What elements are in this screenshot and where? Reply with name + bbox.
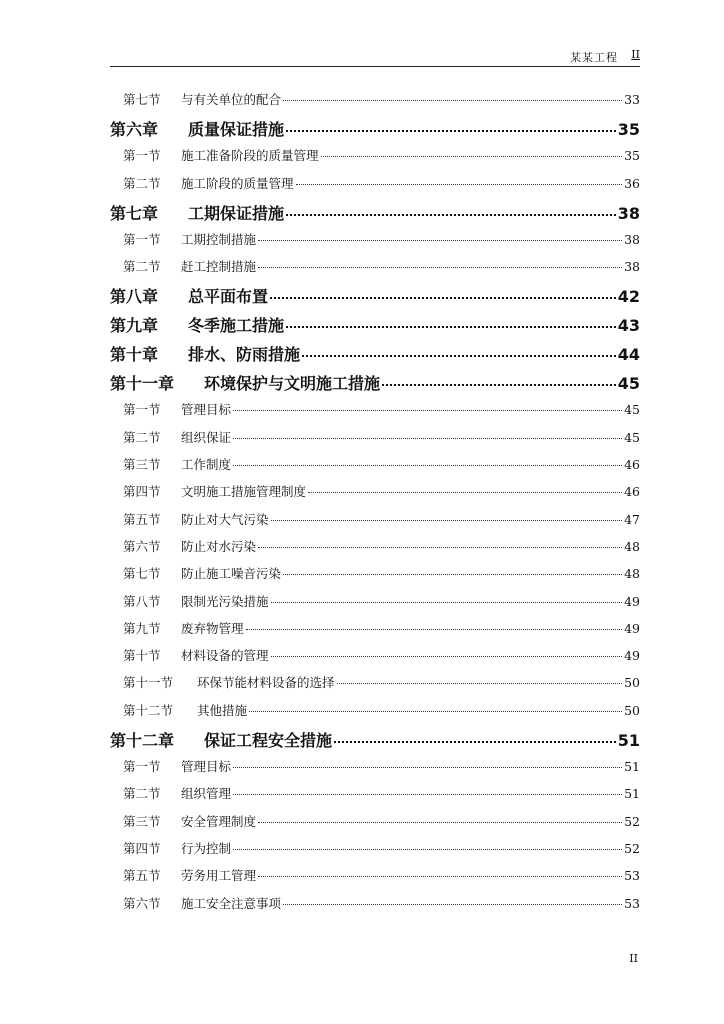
toc-entry-title: 施工准备阶段的质量管理 xyxy=(181,148,319,164)
dot-leader xyxy=(334,741,616,743)
toc-section-entry[interactable] xyxy=(110,866,640,893)
dot-leader xyxy=(258,267,622,268)
toc-entry-page: 35 xyxy=(624,148,640,164)
toc-entry-page: 51 xyxy=(624,759,640,775)
toc-chapter-entry[interactable] xyxy=(110,313,640,342)
toc-entry-page: 50 xyxy=(624,702,640,718)
toc-entry-title: 组织保证 xyxy=(181,429,232,445)
dot-leader xyxy=(233,465,622,466)
toc-entry-number: 第三节 xyxy=(123,813,161,829)
toc-entry-page: 33 xyxy=(624,92,640,107)
toc-entry-page: 48 xyxy=(624,538,640,554)
table-of-contents xyxy=(110,90,640,921)
dot-leader xyxy=(233,767,622,768)
toc-entry-title: 施工阶段的质量管理 xyxy=(181,175,294,191)
dot-leader xyxy=(246,629,623,630)
toc-entry-title: 防止施工噪音污染 xyxy=(181,566,282,582)
toc-entry-title: 劳务用工管理 xyxy=(181,868,257,884)
toc-entry-page: 45 xyxy=(617,374,640,394)
toc-entry-title: 废弃物管理 xyxy=(181,620,244,636)
toc-entry-page: 49 xyxy=(624,620,640,636)
dot-leader xyxy=(321,156,623,157)
toc-entry-title: 冬季施工措施 xyxy=(188,316,285,336)
toc-entry-title: 组织管理 xyxy=(181,786,232,802)
toc-chapter-entry[interactable] xyxy=(110,201,640,230)
toc-entry-title: 质量保证措施 xyxy=(188,120,285,140)
toc-entry-page: 53 xyxy=(624,895,640,911)
toc-entry-number: 第八章 xyxy=(110,287,159,307)
toc-section-entry[interactable] xyxy=(110,90,640,117)
toc-entry-number: 第十章 xyxy=(110,345,159,365)
toc-entry-title: 总平面布置 xyxy=(188,287,269,307)
dot-leader xyxy=(233,849,622,850)
toc-section-entry[interactable] xyxy=(110,428,640,455)
toc-entry-page: 46 xyxy=(624,484,640,500)
toc-section-entry[interactable] xyxy=(110,174,640,201)
toc-entry-number: 第二节 xyxy=(123,429,161,445)
toc-entry-number: 第一节 xyxy=(123,759,161,775)
dot-leader xyxy=(249,711,622,712)
toc-section-entry[interactable] xyxy=(110,482,640,509)
toc-section-entry[interactable] xyxy=(110,592,640,619)
toc-entry-number: 第九章 xyxy=(110,316,159,336)
toc-entry-page: 46 xyxy=(624,457,640,473)
toc-section-entry[interactable] xyxy=(110,455,640,482)
toc-section-entry[interactable] xyxy=(110,257,640,284)
toc-section-entry[interactable] xyxy=(110,146,640,173)
toc-entry-title: 与有关单位的配合 xyxy=(181,92,282,107)
toc-entry-title: 工期保证措施 xyxy=(188,203,285,223)
dot-leader xyxy=(283,904,622,905)
toc-entry-number: 第二节 xyxy=(123,175,161,191)
toc-entry-page: 38 xyxy=(624,259,640,275)
toc-entry-number: 第七节 xyxy=(123,566,161,582)
toc-entry-number: 第十一章 xyxy=(110,374,175,394)
toc-entry-page: 35 xyxy=(617,120,640,140)
toc-section-entry[interactable] xyxy=(110,510,640,537)
dot-leader xyxy=(308,492,622,493)
toc-entry-title: 工作制度 xyxy=(181,457,232,473)
toc-entry-page: 45 xyxy=(624,429,640,445)
toc-entry-page: 48 xyxy=(624,566,640,582)
dot-leader xyxy=(271,656,623,657)
dot-leader xyxy=(258,547,622,548)
toc-entry-title: 材料设备的管理 xyxy=(181,648,269,664)
footer-page-number: II xyxy=(629,952,638,965)
toc-section-entry[interactable] xyxy=(110,564,640,591)
toc-section-entry[interactable] xyxy=(110,812,640,839)
toc-entry-title: 文明施工措施管理制度 xyxy=(181,484,307,500)
toc-entry-title: 行为控制 xyxy=(181,840,232,856)
toc-chapter-entry[interactable] xyxy=(110,371,640,400)
toc-entry-title: 其他措施 xyxy=(197,702,248,718)
toc-entry-page: 42 xyxy=(617,287,640,307)
toc-entry-title: 环境保护与文明施工措施 xyxy=(204,374,381,394)
dot-leader xyxy=(233,410,622,411)
toc-entry-page: 51 xyxy=(617,731,640,751)
toc-entry-number: 第四节 xyxy=(123,484,161,500)
toc-entry-page: 36 xyxy=(624,175,640,191)
dot-leader xyxy=(286,130,616,132)
toc-entry-page: 44 xyxy=(617,345,640,365)
toc-entry-page: 51 xyxy=(624,786,640,802)
toc-entry-title: 防止对大气污染 xyxy=(181,511,269,527)
dot-leader xyxy=(286,214,616,216)
toc-entry-number: 第五节 xyxy=(123,868,161,884)
toc-entry-number: 第九节 xyxy=(123,620,161,636)
dot-leader xyxy=(233,794,622,795)
toc-section-entry[interactable] xyxy=(110,784,640,811)
toc-section-entry[interactable] xyxy=(110,537,640,564)
dot-leader xyxy=(271,520,623,521)
toc-entry-page: 38 xyxy=(617,203,640,223)
dot-leader xyxy=(296,184,623,185)
toc-entry-number: 第一节 xyxy=(123,231,161,247)
toc-chapter-entry[interactable] xyxy=(110,117,640,146)
toc-entry-number: 第十二节 xyxy=(123,702,174,718)
toc-section-entry[interactable] xyxy=(110,673,640,700)
toc-entry-page: 52 xyxy=(624,840,640,856)
dot-leader xyxy=(382,384,616,386)
dot-leader xyxy=(270,297,616,299)
toc-entry-number: 第一节 xyxy=(123,148,161,164)
toc-entry-title: 工期控制措施 xyxy=(181,231,257,247)
toc-entry-number: 第八节 xyxy=(123,593,161,609)
dot-leader xyxy=(286,326,616,328)
toc-entry-number: 第二节 xyxy=(123,259,161,275)
toc-section-entry[interactable] xyxy=(110,701,640,728)
toc-entry-number: 第七节 xyxy=(123,92,161,107)
dot-leader xyxy=(233,438,622,439)
toc-entry-title: 防止对水污染 xyxy=(181,538,257,554)
toc-entry-number: 第六节 xyxy=(123,538,161,554)
toc-section-entry[interactable] xyxy=(110,400,640,427)
dot-leader xyxy=(258,822,622,823)
toc-entry-number: 第七章 xyxy=(110,203,159,223)
toc-entry-number: 第五节 xyxy=(123,511,161,527)
toc-entry-number: 第一节 xyxy=(123,402,161,418)
toc-entry-title: 安全管理制度 xyxy=(181,813,257,829)
toc-section-entry[interactable] xyxy=(110,646,640,673)
toc-entry-page: 53 xyxy=(624,868,640,884)
toc-entry-page: 47 xyxy=(624,511,640,527)
toc-entry-page: 52 xyxy=(624,813,640,829)
dot-leader xyxy=(337,683,623,684)
toc-entry-page: 45 xyxy=(624,402,640,418)
toc-chapter-entry[interactable] xyxy=(110,284,640,313)
toc-entry-title: 排水、防雨措施 xyxy=(188,345,301,365)
dot-leader xyxy=(258,240,622,241)
toc-section-entry[interactable] xyxy=(110,894,640,921)
toc-chapter-entry[interactable] xyxy=(110,728,640,757)
toc-entry-page: 43 xyxy=(617,316,640,336)
toc-entry-number: 第十一节 xyxy=(123,675,174,691)
toc-entry-title: 管理目标 xyxy=(181,402,232,418)
dot-leader xyxy=(302,355,616,357)
page-header xyxy=(110,48,640,67)
toc-entry-title: 保证工程安全措施 xyxy=(204,731,333,751)
toc-section-entry[interactable] xyxy=(110,230,640,257)
toc-entry-title: 管理目标 xyxy=(181,759,232,775)
dot-leader xyxy=(283,574,622,575)
header-title: 某某工程 xyxy=(570,51,618,64)
toc-section-entry[interactable] xyxy=(110,839,640,866)
toc-entry-title: 赶工控制措施 xyxy=(181,259,257,275)
toc-section-entry[interactable] xyxy=(110,757,640,784)
toc-entry-number: 第四节 xyxy=(123,840,161,856)
dot-leader xyxy=(283,100,622,101)
toc-entry-page: 49 xyxy=(624,593,640,609)
toc-entry-number: 第十二章 xyxy=(110,731,175,751)
toc-entry-number: 第六章 xyxy=(110,120,159,140)
toc-entry-page: 38 xyxy=(624,231,640,247)
dot-leader xyxy=(271,602,623,603)
toc-entry-page: 49 xyxy=(624,648,640,664)
toc-chapter-entry[interactable] xyxy=(110,342,640,371)
toc-entry-page: 50 xyxy=(624,675,640,691)
toc-entry-number: 第十节 xyxy=(123,648,161,664)
toc-entry-number: 第二节 xyxy=(123,786,161,802)
toc-entry-number: 第三节 xyxy=(123,457,161,473)
dot-leader xyxy=(258,876,622,877)
toc-entry-title: 环保节能材料设备的选择 xyxy=(197,675,335,691)
toc-entry-title: 施工安全注意事项 xyxy=(181,895,282,911)
toc-entry-title: 限制光污染措施 xyxy=(181,593,269,609)
toc-entry-number: 第六节 xyxy=(123,895,161,911)
toc-section-entry[interactable] xyxy=(110,619,640,646)
header-page-number: II xyxy=(631,48,640,61)
